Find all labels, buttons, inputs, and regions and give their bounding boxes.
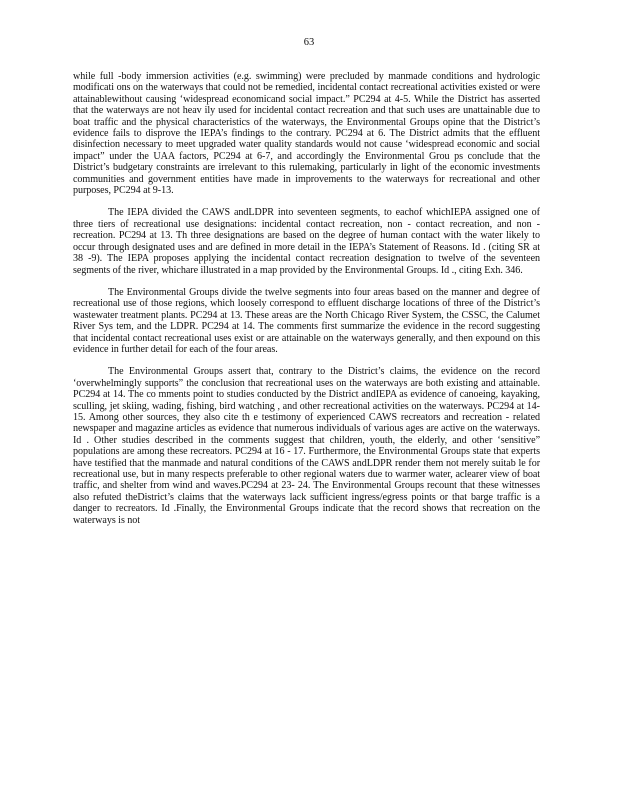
paragraph-4: The Environmental Groups assert that, contrary to the District’s claims, the evidence on the record ‘overwhelmingly supports” the conclusion that recreational uses on the waterways are both existing and attainable. PC294 at 14. The co mments point to studies conducted by the District andIEPA as evidence of canoeing, kayaking, sculling, jet skiing, wading, fishing, bird watching , and other recreational activities on the waterways. PC294 at 14-15. Among other sources, they also cite th e testimony of experienced CAWS recreators and recreation - related newspaper and magazine articles as evidence that numerous individuals of various ages are active on the waterways. Id . Other studies described in the comments suggest that children, youth, the elderly, and other ‘sensitive” populations are among these recreators. PC294 at 16 - 17. Furthermore, the Environmental Groups state that experts have testified that the manmade and natural conditions of the CAWS andLDPR render them not merely suitab le for recreational use, but in many respects preferable to other regional waters due to warmer water, aclearer view of boat traffic, and shelter from wind and waves.PC294 at 23- 24. The Environmental Groups recount that these witnesses also refuted theDistrict’s claims that the waterways lack sufficient ingress/egress points or that barge traffic is a danger to recreators. Id .Finally, the Environmental Groups indicate that the record shows that recreation on the waterways is not [73,366,540,526]
paragraph-1: while full -body immersion activities (e.g. swimming) were precluded by manmade conditions and hydrologic modificati ons on the waterways that could not be remedied, incidental contact recreational activities existed or were attainablewithout causing ‘widespread economicand social impact.” PC294 at 4-5. While the District has asserted that the waterways are not heav ily used for incidental contact recreation and that such uses are unattainable due to boat traffic and the physical characteristics of the waterways, the Environmental Groups opine that the District’s evidence fails to disprove the IEPA’s findings to the contrary. PC294 at 6. The District admits that the effluent disinfection necessary to meet upgraded water quality standards would not cause ‘widespread economic and social impact” under the UAA factors, PC294 at 6-7, and accordingly the Environmental Grou ps conclude that the District’s budgetary constraints are irrelevant to this rulemaking, particularly in light of the economic investments communities and government entities have made in improvements to the waterways for recreational and other purposes, PC294 at 9-13. [73,71,540,197]
paragraph-2: The IEPA divided the CAWS andLDPR into seventeen segments, to eachof whichIEPA assigned one of three tiers of recreational use designations: incidental contact recreation, non - contact recreation, and non -recreation. PC294 at 13. Th three designations are based on the degree of human contact with the water likely to occur through designated uses and are defined in more detail in the IEPA’s Statement of Reasons. Id . (citing SR at 38 -9). The IEPA proposes applying the incidental contact recreation designation to twelve of the seventeen segments of the river, whichare illustrated in a map provided by the Environmental Groups. Id ., citing Exh. 346. [73,207,540,276]
page-number: 63 [303,37,315,48]
paragraph-3: The Environmental Groups divide the twelve segments into four areas based on the manner and degree of recreational use of those regions, which loosely correspond to effluent discharge locations of three of the District’s wastewater treatment plants. PC294 at 13. These areas are the North Chicago River System, the CSSC, the Calumet River Sys tem, and the LDPR. PC294 at 14. The comments first summarize the evidence in the record suggesting that incidental contact recreational uses exist or are attainable on the waterways generally, and then expound on this evidence in further detail for each of the four areas. [73,286,540,355]
body-text [73,71,540,526]
